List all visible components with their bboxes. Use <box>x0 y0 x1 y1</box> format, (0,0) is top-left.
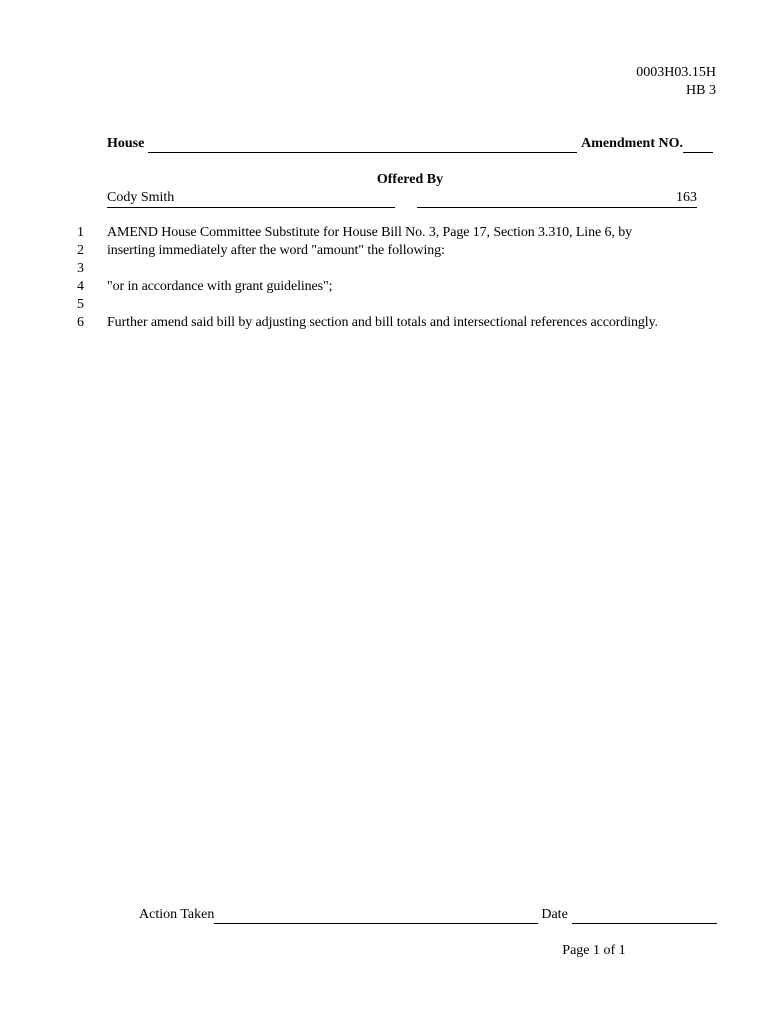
body-line <box>0 242 770 260</box>
line-number: 2 <box>77 243 84 258</box>
body-line <box>0 314 770 332</box>
line-text: inserting immediately after the word "amount" the following: <box>107 243 445 258</box>
body-line <box>0 260 770 278</box>
sponsor-name-line <box>107 189 395 208</box>
amendment-header-line <box>107 135 713 153</box>
bill-id: HB 3 <box>686 83 716 98</box>
offered-by-heading: Offered By <box>376 172 444 187</box>
line-number: 3 <box>77 261 84 276</box>
action-taken-line <box>139 906 717 924</box>
sponsor-district: 163 <box>676 190 697 205</box>
action-taken-blank-line <box>214 910 538 924</box>
amendment-number-label: Amendment NO. <box>581 136 683 151</box>
sponsor-name: Cody Smith <box>107 190 175 205</box>
page-number: Page 1 of 1 <box>562 943 626 958</box>
line-text: Further amend said bill by adjusting section and bill totals and intersectional references accordingly. <box>107 315 658 330</box>
action-taken-label: Action Taken <box>139 907 215 922</box>
line-number: 4 <box>77 279 84 294</box>
line-number: 6 <box>77 315 84 330</box>
sponsor-district-line <box>417 189 697 208</box>
line-text: "or in accordance with grant guidelines"; <box>107 279 333 294</box>
line-number: 1 <box>77 225 84 240</box>
amendment-number-blank-line <box>683 139 713 153</box>
house-blank-line <box>148 139 577 153</box>
date-label: Date <box>541 907 568 922</box>
amendment-body <box>0 224 770 332</box>
line-text: AMEND House Committee Substitute for House Bill No. 3, Page 17, Section 3.310, Line 6, by <box>107 225 633 240</box>
body-line <box>0 296 770 314</box>
body-line <box>0 224 770 242</box>
line-number: 5 <box>77 297 84 312</box>
house-label: House <box>107 136 145 151</box>
date-blank-line <box>572 910 717 924</box>
body-line <box>0 278 770 296</box>
document-code: 0003H03.15H <box>636 65 716 80</box>
